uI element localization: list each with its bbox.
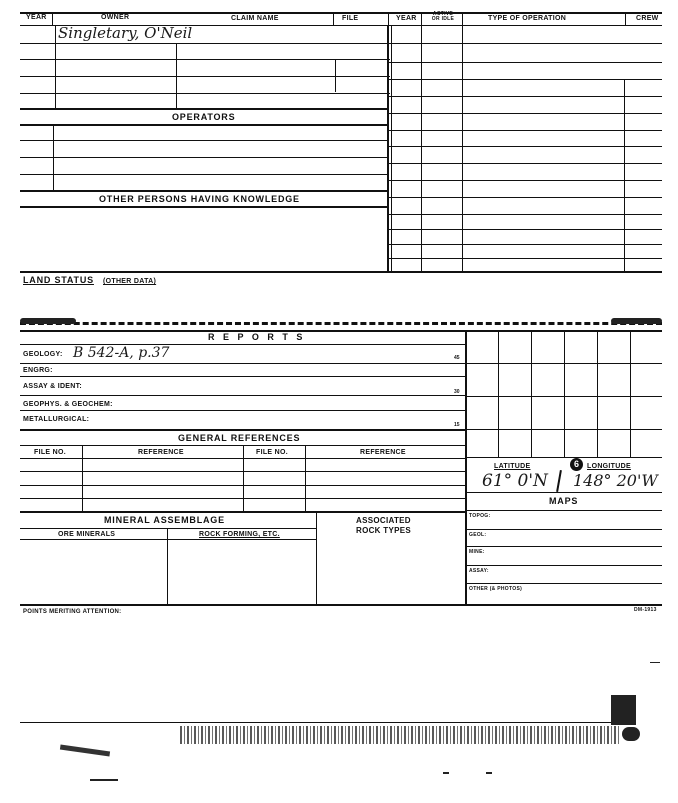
report-geology-label: GEOLOGY:: [23, 351, 63, 358]
report-num-45: 45: [454, 355, 460, 361]
points-meriting-attention: POINTS MERITING ATTENTION:: [23, 609, 122, 615]
header-crew: CREW: [636, 15, 659, 22]
operators-title: OPERATORS: [172, 112, 236, 122]
maps-other: OTHER (& PHOTOS): [469, 586, 523, 592]
report-num-15: 15: [454, 422, 460, 428]
form-number: DM-1913: [634, 607, 657, 613]
land-status-label: LAND STATUS: [23, 275, 94, 285]
report-num-30: 30: [454, 389, 460, 395]
compass-marker-icon: 6: [570, 458, 583, 471]
latitude-value: 61° 0'N: [482, 471, 548, 491]
rock-forming-label: ROCK FORMING, ETC.: [199, 531, 280, 538]
header-year-2: YEAR: [396, 15, 417, 22]
header-active-line2: OR IDLE: [431, 16, 455, 22]
maps-assay: ASSAY:: [469, 568, 489, 574]
mineral-assemblage-title: MINERAL ASSEMBLAGE: [104, 515, 225, 525]
longitude-label: LONGITUDE: [587, 463, 631, 470]
gr-col-reference-1: REFERENCE: [138, 449, 184, 456]
reports-title: R E P O R T S: [208, 332, 306, 342]
header-owner: OWNER: [101, 14, 130, 21]
header-file: FILE: [342, 15, 359, 22]
header-year: YEAR: [26, 14, 47, 21]
report-metallurgical-label: METALLURGICAL:: [23, 416, 90, 423]
report-geology-entry: B 542-A, p.37: [73, 345, 170, 361]
maps-mine: MINE:: [469, 549, 485, 555]
report-assay-label: ASSAY & IDENT:: [23, 383, 83, 390]
owner-entry: Singletary, O'Neil: [58, 24, 193, 42]
longitude-value: 148° 20'W: [573, 471, 658, 490]
maps-title: MAPS: [549, 496, 579, 506]
header-type-of-operation: TYPE OF OPERATION: [488, 15, 567, 22]
associated-rock-types-line2: ROCK TYPES: [356, 526, 412, 535]
gr-col-reference-2: REFERENCE: [360, 449, 406, 456]
report-engrg-label: ENGRG:: [23, 367, 53, 374]
ore-minerals-label: ORE MINERALS: [58, 531, 116, 538]
gr-col-file-no-1: FILE NO.: [34, 449, 66, 456]
general-references-title: GENERAL REFERENCES: [178, 433, 301, 443]
associated-rock-types-line1: ASSOCIATED: [356, 516, 411, 525]
header-claim-name: CLAIM NAME: [231, 15, 279, 22]
header-active-line1: ACTIVE: [432, 11, 454, 17]
other-persons-title: OTHER PERSONS HAVING KNOWLEDGE: [99, 194, 300, 204]
report-geophys-label: GEOPHYS. & GEOCHEM:: [23, 401, 113, 408]
land-status-sublabel: (OTHER DATA): [103, 278, 157, 285]
latitude-label: LATITUDE: [494, 463, 531, 470]
maps-geol: GEOL:: [469, 532, 487, 538]
gr-col-file-no-2: FILE NO.: [256, 449, 288, 456]
header-active: [429, 12, 457, 22]
maps-topog: TOPOG:: [469, 513, 491, 519]
